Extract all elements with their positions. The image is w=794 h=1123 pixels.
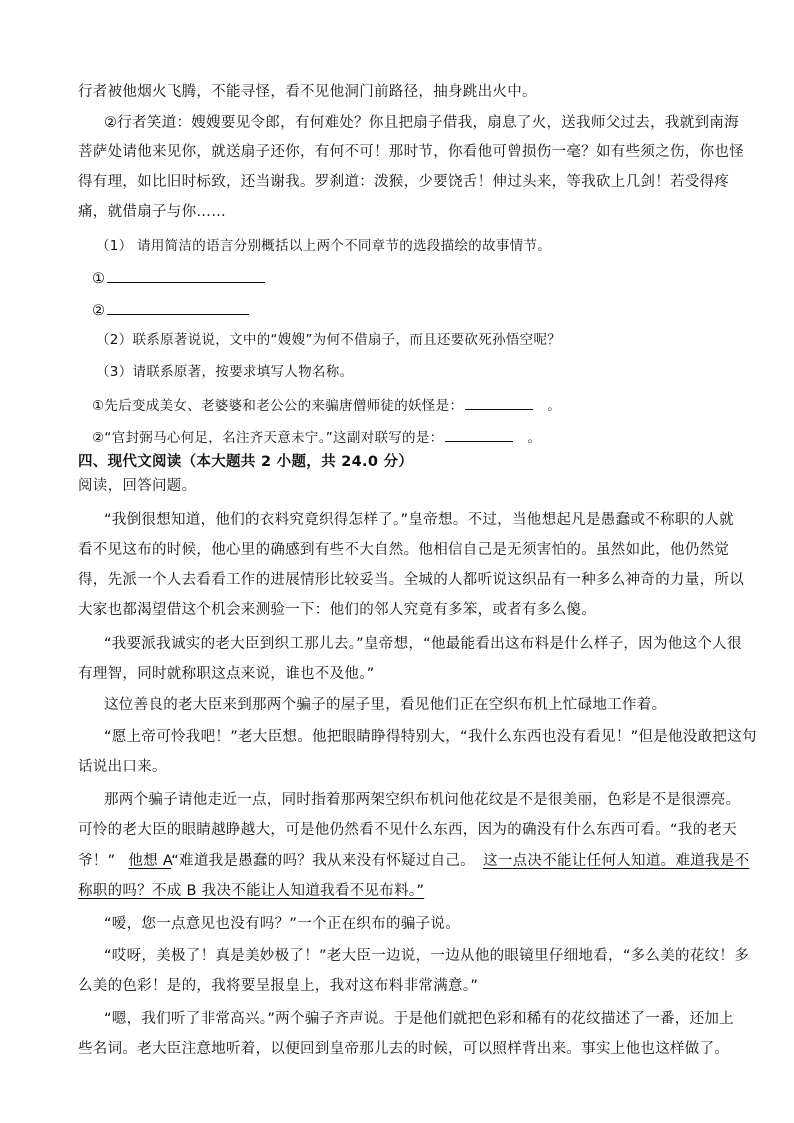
passage-line: 话说出口来。 xyxy=(78,759,167,775)
passage-line: 看不见这布的时候，他心里的确感到有些不大自然。他相信自己是无须害怕的。虽然如此，他仍然觉 xyxy=(78,542,730,558)
fill-blank-2[interactable] xyxy=(445,426,513,442)
passage-line: 这位善良的老大臣来到那两个骗子的屋子里，看见他们正在空织布机上忙碌地工作着。 xyxy=(104,697,667,713)
passage-line: 那两个骗子请他走近一点，同时指着那两架空织布机问他花纹是不是很美丽，色彩是不是很漂亮。 xyxy=(104,792,741,808)
passage-line: “我要派我诚实的老大臣到织工那儿去。”皇帝想，“他最能看出这布料是什么样子，因为他这个人很 xyxy=(104,636,742,652)
passage-line: “愿上帝可怜我吧！”老大臣想。他把眼睛睁得特别大，“我什么东西也没有看见！”但是他没敢把这句 xyxy=(104,729,757,745)
underlined-sentence: 称职的吗？不成 B 我决不能让人知道我看不见布料。” xyxy=(78,883,425,899)
passage-line: 行者被他烟火飞腾，不能寻怪，看不见他洞门前路径，抽身跳出火中。 xyxy=(78,84,537,100)
passage-line: 有理智，同时就称职这点来说，谁也不及他。” xyxy=(78,666,375,682)
question-1: （1） 请用简洁的语言分别概括以上两个不同章节的选段描绘的故事情节。 xyxy=(96,238,552,254)
passage-line: “嗯，我们听了非常高兴。”两个骗子齐声说。于是他们就把色彩和稀有的花纹描述了一番，还加上 xyxy=(104,1011,734,1027)
answer-line-1 xyxy=(92,267,265,289)
answer-blank-2[interactable] xyxy=(107,299,249,315)
passage-line: “哎呀，美极了！真是美妙极了！”老大臣一边说，一边从他的眼镜里仔细地看，“多么美的花纹！多 xyxy=(104,948,750,964)
section-instruction: 阅读，回答问题。 xyxy=(78,478,197,494)
passage-line: 些名词。老大臣注意地听着，以便回到皇帝那儿去的时候，可以照样背出来。事实上他也这样做了。 xyxy=(78,1041,730,1057)
fill-blank-1[interactable] xyxy=(465,394,533,410)
question-3-item-1: ①先后变成美女、老婆婆和老公公的来骗唐僧师徒的妖怪是： 。 xyxy=(92,394,561,416)
passage-line: 大家也都渴望借这个机会来测验一下：他们的邻人究竟有多笨，或者有多么傻。 xyxy=(78,602,596,618)
section-heading: 四、现代文阅读（本大题共 2 小题，共 24.0 分） xyxy=(78,454,414,470)
answer-blank-1[interactable] xyxy=(107,267,265,283)
circled-number-2: ② xyxy=(92,303,106,319)
passage-line: 爷！” 他想 A“难道我是愚蠢的吗？我从来没有怀疑过自己。 这一点决不能让任何人知道。难道我是不 xyxy=(78,853,750,869)
question-2: （2）联系原著说说，文中的“嫂嫂”为何不借扇子，而且还要砍死孙悟空呢？ xyxy=(96,332,562,348)
passage-line: 菩萨处请他来见你，就送扇子还你，有何不可！那时节，你看他可曾损伤一毫？如有些须之伤，你也怪 xyxy=(78,144,744,160)
passage-line: ②行者笑道：嫂嫂要见令郎，有何难处？你且把扇子借我，扇息了火，送我师父过去，我就到南海 xyxy=(104,115,739,131)
passage-line: 得有理，如比旧时标致，还当谢我。罗刹道：泼猴，少要饶舌！伸过头来，等我砍上几剑！若受得疼 xyxy=(78,174,730,190)
question-3: （3）请联系原著，按要求填写人物名称。 xyxy=(96,364,354,380)
passage-line: “我倒很想知道，他们的衣料究竟织得怎样了。”皇帝想。不过，当他想起凡是愚蠢或不称职的人就 xyxy=(104,512,734,528)
passage-line: 得，先派一个人去看看工作的进展情形比较妥当。全城的人都听说这织品有一种多么神奇的力量，所以 xyxy=(78,572,744,588)
question-3-item-2: ②“官封弼马心何足，名注齐天意未宁。”这副对联写的是： 。 xyxy=(92,426,541,448)
answer-line-2 xyxy=(92,299,249,321)
circled-number-1: ① xyxy=(92,271,106,287)
passage-line: “嗳，您一点意见也没有吗？”一个正在织布的骗子说。 xyxy=(104,916,461,932)
passage-line: 痛，就借扇子与你…… xyxy=(78,204,226,220)
blank-a: 他想 A xyxy=(128,853,172,869)
underlined-sentence: 这一点决不能让任何人知道。难道我是不 xyxy=(483,853,750,869)
passage-line: 可怜的老大臣的眼睛越睁越大，可是他仍然看不见什么东西，因为的确没有什么东西可看。“我的老天 xyxy=(78,822,738,838)
passage-line: 么美的色彩！是的，我将要呈报皇上，我对这布料非常满意。” xyxy=(78,978,479,994)
